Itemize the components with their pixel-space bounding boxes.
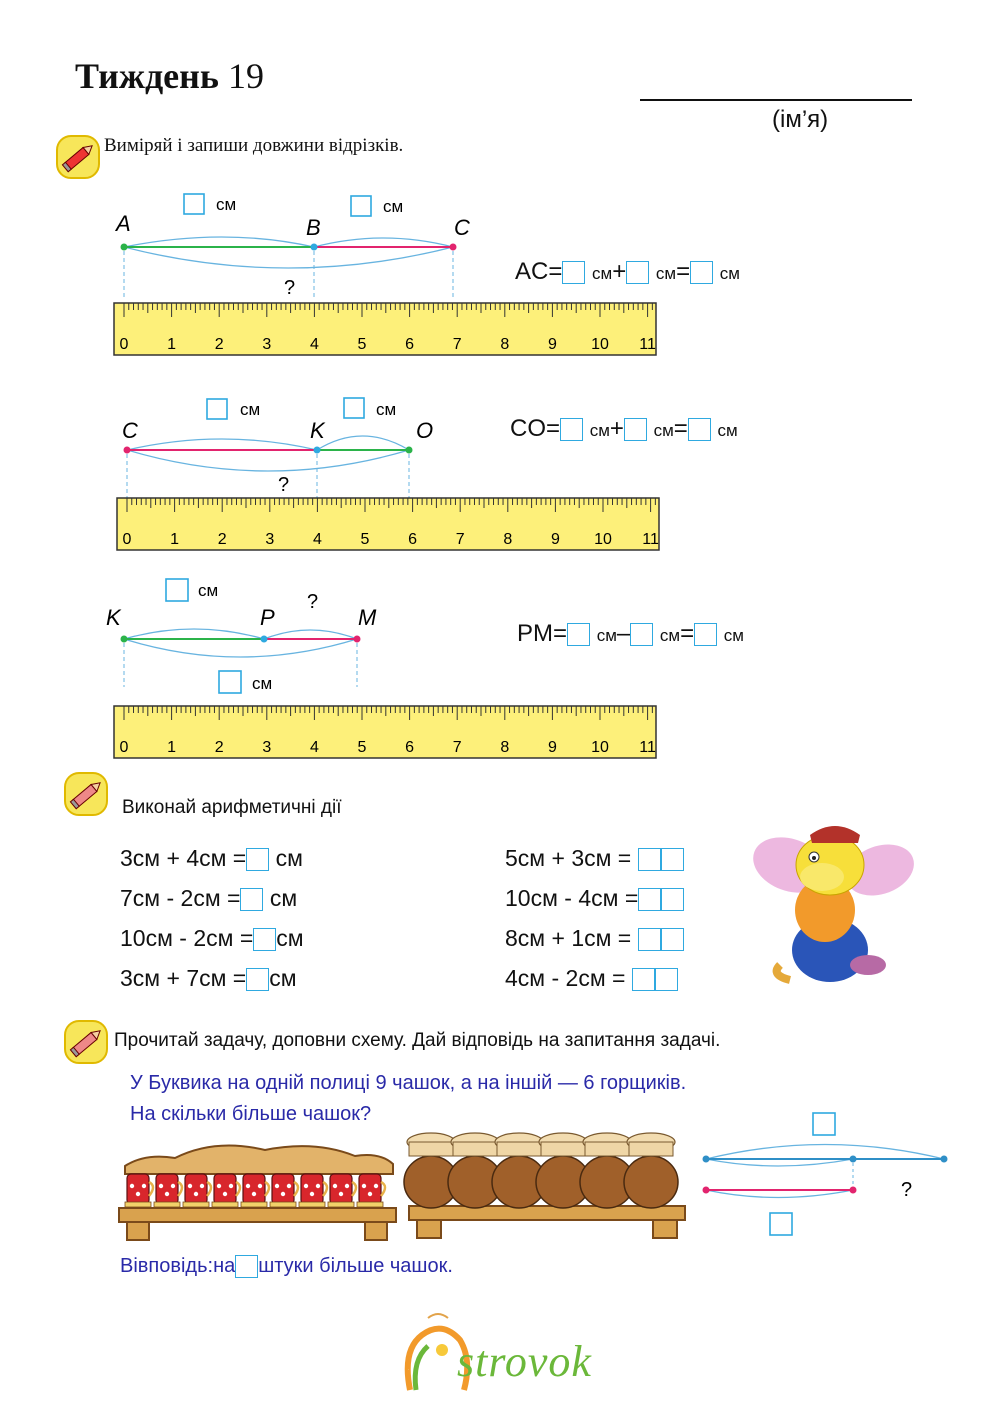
shelf-with-pots-illustration	[395, 1130, 690, 1240]
arith-row: 3см + 4см = см	[120, 845, 303, 871]
operator: =	[673, 415, 688, 442]
answer-box[interactable]	[638, 928, 661, 951]
ruler-number: 7	[455, 531, 465, 548]
ruler-number: 3	[262, 336, 272, 353]
point	[703, 1156, 710, 1163]
ruler-number: 5	[360, 531, 370, 548]
cup	[241, 1174, 269, 1207]
point	[450, 244, 457, 251]
ruler-number: 4	[312, 531, 322, 548]
logo-letter: O	[408, 1370, 409, 1371]
answer-box[interactable]	[351, 196, 371, 216]
ruler-number: 1	[170, 531, 180, 548]
operator: =	[680, 620, 695, 647]
point-label: C	[122, 418, 138, 443]
answer-box[interactable]	[219, 671, 241, 693]
arith-row: 8см + 1см =	[505, 918, 684, 958]
answer-box[interactable]	[813, 1113, 835, 1135]
arithmetic-right	[505, 838, 684, 998]
ruler-number: 8	[500, 336, 510, 353]
arc	[124, 629, 264, 639]
task-scheme	[695, 1105, 955, 1245]
point-label: B	[306, 215, 321, 240]
point	[311, 244, 318, 251]
instruction-task: Прочитай задачу, доповни схему. Дай відповідь на запитання задачі.	[114, 1030, 721, 1051]
equation-label: PM=	[517, 620, 568, 647]
pencil-icon	[62, 770, 110, 818]
unit-label: см	[719, 264, 740, 283]
ruler-number: 9	[547, 739, 557, 756]
ruler-number: 2	[214, 336, 224, 353]
unit-label: см	[592, 264, 613, 283]
point-label: C	[454, 215, 470, 240]
point	[941, 1156, 948, 1163]
task-line-1: У Буквика на одній полиці 9 чашок, а на іншій — 6 горщиків.	[130, 1072, 687, 1094]
ruler-number: 11	[639, 336, 656, 353]
answer-box[interactable]	[770, 1213, 792, 1235]
arc	[706, 1190, 853, 1198]
name-field[interactable]	[640, 99, 912, 101]
cup	[183, 1174, 211, 1207]
answer-box[interactable]	[655, 968, 678, 991]
arc	[706, 1159, 853, 1166]
point	[703, 1187, 710, 1194]
answer-start: Вівповідь:на	[120, 1255, 236, 1277]
point-label: K	[310, 418, 325, 443]
point-label: O	[416, 418, 434, 443]
unit-label: см	[198, 581, 219, 600]
cup	[299, 1174, 327, 1207]
answer-box[interactable]	[235, 1255, 258, 1278]
answer-box[interactable]	[166, 579, 188, 601]
answer-line	[120, 1255, 453, 1278]
ruler-number: 0	[119, 739, 129, 756]
answer-box[interactable]	[661, 928, 684, 951]
point	[850, 1187, 857, 1194]
arith-row: 4см - 2см =	[505, 958, 684, 998]
point	[354, 636, 361, 643]
ruler-number: 7	[452, 739, 462, 756]
point-label: K	[106, 605, 121, 630]
ruler-number: 10	[594, 531, 612, 548]
answer-box[interactable]	[624, 418, 647, 441]
answer-end: штуки більше чашок.	[258, 1255, 453, 1277]
arc	[127, 450, 409, 471]
shelf-with-cups-illustration	[115, 1138, 400, 1243]
unit-label: см	[376, 400, 397, 419]
equation-co	[510, 415, 738, 443]
arith-row: 10см - 4см =	[505, 878, 684, 918]
instruction-arithmetic: Виконай арифметичні дії	[122, 797, 342, 818]
pots-row	[404, 1133, 678, 1208]
ostrovok-logo	[402, 1310, 662, 1395]
instruction-measure: Виміряй і запиши довжини відрізків.	[104, 135, 404, 156]
segment-diagram-pm	[100, 575, 660, 765]
arith-row: 10см - 2см = см	[120, 925, 304, 951]
ruler-number: 3	[262, 739, 272, 756]
ruler-number: 8	[500, 739, 510, 756]
equation-pm	[517, 620, 744, 648]
answer-box[interactable]	[562, 261, 585, 284]
ruler	[114, 706, 656, 758]
point	[121, 244, 128, 251]
task-line-2: На скільки більше чашок?	[130, 1103, 372, 1125]
ruler-number: 3	[265, 531, 275, 548]
arc	[127, 439, 317, 450]
answer-box[interactable]	[638, 848, 661, 871]
answer-box[interactable]	[638, 888, 661, 911]
arc	[317, 436, 409, 450]
ruler-number: 5	[357, 739, 367, 756]
ruler-number: 6	[405, 739, 415, 756]
unit-label: см	[240, 400, 261, 419]
point	[850, 1156, 857, 1163]
unit-label: см	[717, 421, 738, 440]
answer-box[interactable]	[184, 194, 204, 214]
ruler-number: 2	[217, 531, 227, 548]
ruler-number: 0	[119, 336, 129, 353]
answer-box[interactable]	[626, 261, 649, 284]
pot	[624, 1133, 678, 1208]
answer-box[interactable]	[344, 398, 364, 418]
ruler-number: 1	[167, 739, 177, 756]
question-mark: ?	[307, 591, 319, 613]
cup	[212, 1174, 240, 1207]
answer-box[interactable]	[694, 623, 717, 646]
point-label: P	[260, 605, 275, 630]
answer-box[interactable]	[207, 399, 227, 419]
point	[406, 447, 413, 454]
page-title: Тиждень 19	[75, 56, 264, 96]
point	[261, 636, 268, 643]
arc	[124, 237, 314, 247]
unit-label: см	[383, 197, 404, 216]
unit-label: см	[653, 421, 674, 440]
ruler-number: 11	[642, 531, 659, 548]
cup	[125, 1174, 153, 1207]
ruler-number: 4	[309, 739, 319, 756]
answer-box[interactable]	[560, 418, 583, 441]
hippo-character-illustration	[750, 815, 920, 990]
ruler-number: 0	[122, 531, 132, 548]
unit-label: см	[596, 626, 617, 645]
ruler-number: 7	[452, 336, 462, 353]
arith-row: 5см + 3см =	[505, 838, 684, 878]
point	[314, 447, 321, 454]
equation-label: AC=	[515, 258, 563, 285]
arc	[124, 639, 357, 657]
answer-box[interactable]	[688, 418, 711, 441]
name-label: (ім’я)	[772, 106, 829, 133]
unit-label: см	[589, 421, 610, 440]
ruler-number: 10	[591, 336, 609, 353]
ruler-number: 6	[405, 336, 415, 353]
point-label: A	[116, 211, 131, 236]
unit-label: см	[216, 195, 237, 214]
arc	[314, 238, 453, 247]
equation-ac	[515, 258, 740, 286]
ruler-number: 9	[550, 531, 560, 548]
answer-box[interactable]	[246, 968, 269, 991]
logo-text: strovok	[457, 1337, 592, 1386]
ruler-number: 6	[408, 531, 418, 548]
operator: –	[616, 620, 631, 647]
pencil-icon	[62, 1018, 110, 1066]
point	[121, 636, 128, 643]
unit-label: см	[655, 264, 677, 283]
question-mark: ?	[278, 474, 290, 496]
cups-row	[125, 1174, 385, 1207]
unit-label: см	[659, 626, 681, 645]
answer-box[interactable]	[567, 623, 590, 646]
question-mark: ?	[901, 1179, 913, 1201]
answer-box[interactable]	[246, 848, 269, 871]
arc	[706, 1145, 944, 1160]
ruler-number: 10	[591, 739, 609, 756]
unit-label: см	[252, 674, 273, 693]
answer-box[interactable]	[240, 888, 263, 911]
ruler-number: 5	[357, 336, 367, 353]
ruler-number: 1	[167, 336, 177, 353]
operator: =	[676, 258, 691, 285]
point-label: M	[358, 605, 377, 630]
ruler-number: 4	[309, 336, 319, 353]
arithmetic-left	[120, 838, 304, 998]
ruler	[117, 498, 659, 550]
cup	[328, 1174, 356, 1207]
answer-box[interactable]	[632, 968, 655, 991]
pencil-icon	[54, 133, 102, 181]
answer-box[interactable]	[690, 261, 713, 284]
answer-box[interactable]	[661, 888, 684, 911]
answer-box[interactable]	[253, 928, 276, 951]
equation-label: CO=	[510, 415, 561, 442]
point	[124, 447, 131, 454]
arc	[264, 630, 357, 639]
arith-row: 3см + 7см = см	[120, 965, 297, 991]
ruler-number: 2	[214, 739, 224, 756]
cup	[357, 1174, 385, 1207]
arc	[124, 247, 453, 268]
answer-box[interactable]	[661, 848, 684, 871]
operator: +	[612, 258, 627, 285]
ruler	[114, 303, 656, 355]
answer-box[interactable]	[630, 623, 653, 646]
operator: +	[609, 415, 624, 442]
cup	[154, 1174, 182, 1207]
ruler-number: 8	[503, 531, 513, 548]
ruler-number: 9	[547, 336, 557, 353]
question-mark: ?	[284, 277, 296, 299]
unit-label: см	[723, 626, 744, 645]
cup	[270, 1174, 298, 1207]
arith-row: 7см - 2см = см	[120, 885, 298, 911]
ruler-number: 11	[639, 739, 656, 756]
